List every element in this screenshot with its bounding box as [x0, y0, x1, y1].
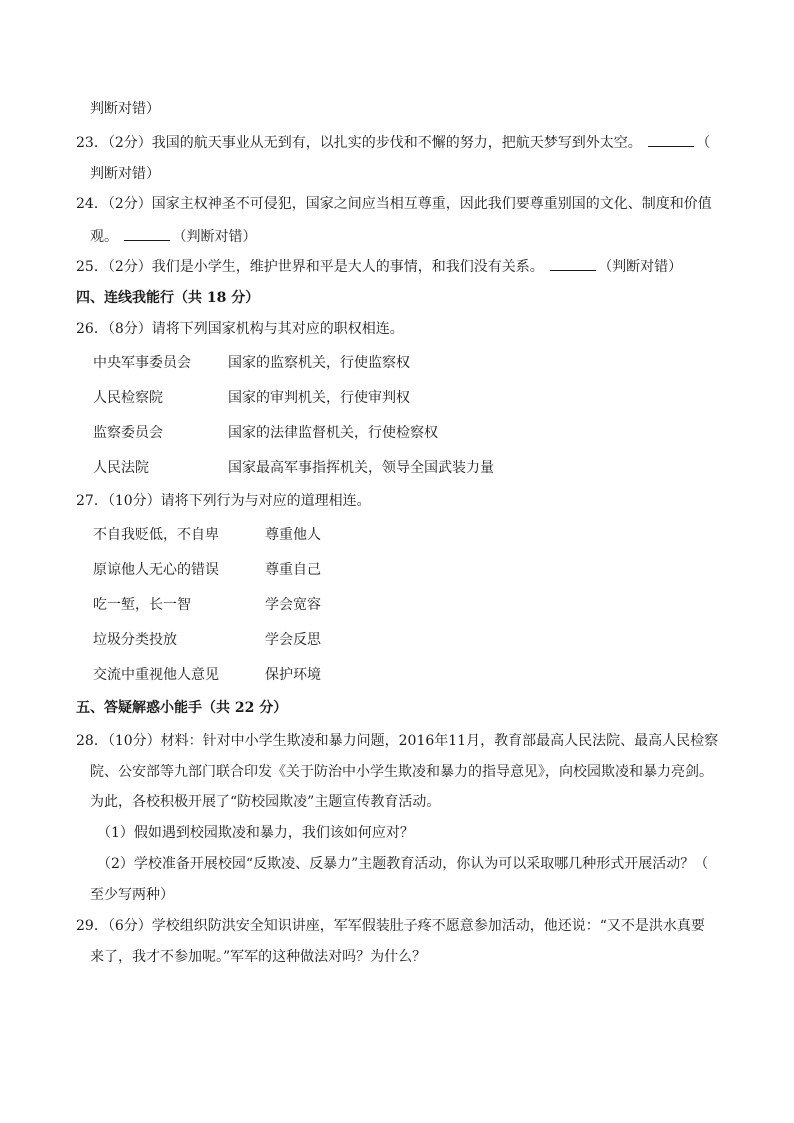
section-4-heading: 四、连线我能行（共 18 分）: [76, 290, 260, 306]
match-right-item[interactable]: 国家的法律监督机关，行使检察权: [228, 425, 438, 441]
q28-sub2-cont: 至少写两种）: [90, 887, 174, 903]
q22-tail: 判断对错）: [90, 101, 160, 117]
q29-line2: 来了，我才不参加呢。”军军的这种做法对吗？为什么？: [90, 949, 427, 965]
q24-line2-post: （判断对错）: [172, 229, 257, 245]
section-5-heading: 五、答疑解惑小能手（共 22 分）: [76, 700, 288, 716]
match-left-item[interactable]: 垃圾分类投放: [93, 632, 177, 648]
q24-line2: [90, 226, 256, 247]
match-right-item[interactable]: 学会宽容: [265, 597, 321, 613]
match-right-item[interactable]: 国家最高军事指挥机关，领导全国武装力量: [228, 460, 494, 476]
q23-open: （: [696, 135, 711, 151]
match-right-item[interactable]: 国家的审判机关，行使审判权: [228, 390, 410, 406]
answer-blank[interactable]: [648, 132, 694, 147]
question-27-stem: 27．（10分）请将下列行为与对应的道理相连。: [76, 493, 371, 509]
question-26-stem: 26．（8分）请将下列国家机构与其对应的职权相连。: [76, 321, 404, 337]
question-25: [76, 256, 682, 277]
q23-text: 23．（2分）我国的航天事业从无到有，以扎实的步伐和不懈的努力，把航天梦写到外太空。: [76, 135, 642, 151]
q24-line2-pre: 观。: [90, 229, 118, 245]
match-left-item[interactable]: 监察委员会: [93, 425, 163, 441]
match-right-item[interactable]: 尊重他人: [265, 527, 321, 543]
match-right-item[interactable]: 学会反思: [265, 632, 321, 648]
match-left-item[interactable]: 交流中重视他人意见: [93, 667, 219, 683]
question-23: [76, 132, 710, 153]
q28-line3: 为此，各校积极开展了“防校园欺凌”主题宣传教育活动。: [90, 794, 441, 810]
q28-sub2: （2）学校准备开展校园“反欺凌、反暴力”主题教育活动，你认为可以采取哪几种形式开展活动？（: [97, 856, 709, 872]
match-right-item[interactable]: 尊重自己: [265, 562, 321, 578]
q25-post: （判断对错）: [598, 259, 683, 275]
match-left-item[interactable]: 吃一堑，长一智: [93, 597, 191, 613]
match-left-item[interactable]: 不自我贬低，不自卑: [93, 527, 219, 543]
match-right-item[interactable]: 国家的监察机关，行使监察权: [228, 355, 410, 371]
q28-sub1: （1）假如遇到校园欺凌和暴力，我们该如何应对？: [97, 825, 414, 841]
question-28: 28．（10分）材料：针对中小学生欺凌和暴力问题，2016年11月，教育部最高人民法院、最高人民检察: [76, 733, 719, 749]
question-29: 29．（6分）学校组织防洪安全知识讲座，军军假装肚子疼不愿意参加活动，他还说：“又不是洪水真要: [76, 918, 705, 934]
match-left-item[interactable]: 人民法院: [93, 460, 149, 476]
answer-blank[interactable]: [124, 226, 170, 241]
q28-line2: 院、公安部等九部门联合印发《关于防治中小学生欺凌和暴力的指导意见》，向校园欺凌和暴力亮剑。: [90, 764, 713, 780]
match-left-item[interactable]: 人民检察院: [93, 390, 163, 406]
q23-line2: 判断对错）: [90, 166, 160, 182]
q25-text: 25．（2分）我们是小学生，维护世界和平是大人的事情，和我们没有关系。: [76, 259, 544, 275]
match-left-item[interactable]: 原谅他人无心的错误: [93, 562, 219, 578]
question-24: 24．（2分）国家主权神圣不可侵犯，国家之间应当相互尊重，因此我们要尊重别国的文化、制度和价值: [76, 196, 712, 212]
match-right-item[interactable]: 保护环境: [265, 667, 321, 683]
match-left-item[interactable]: 中央军事委员会: [93, 355, 191, 371]
answer-blank[interactable]: [550, 256, 596, 271]
